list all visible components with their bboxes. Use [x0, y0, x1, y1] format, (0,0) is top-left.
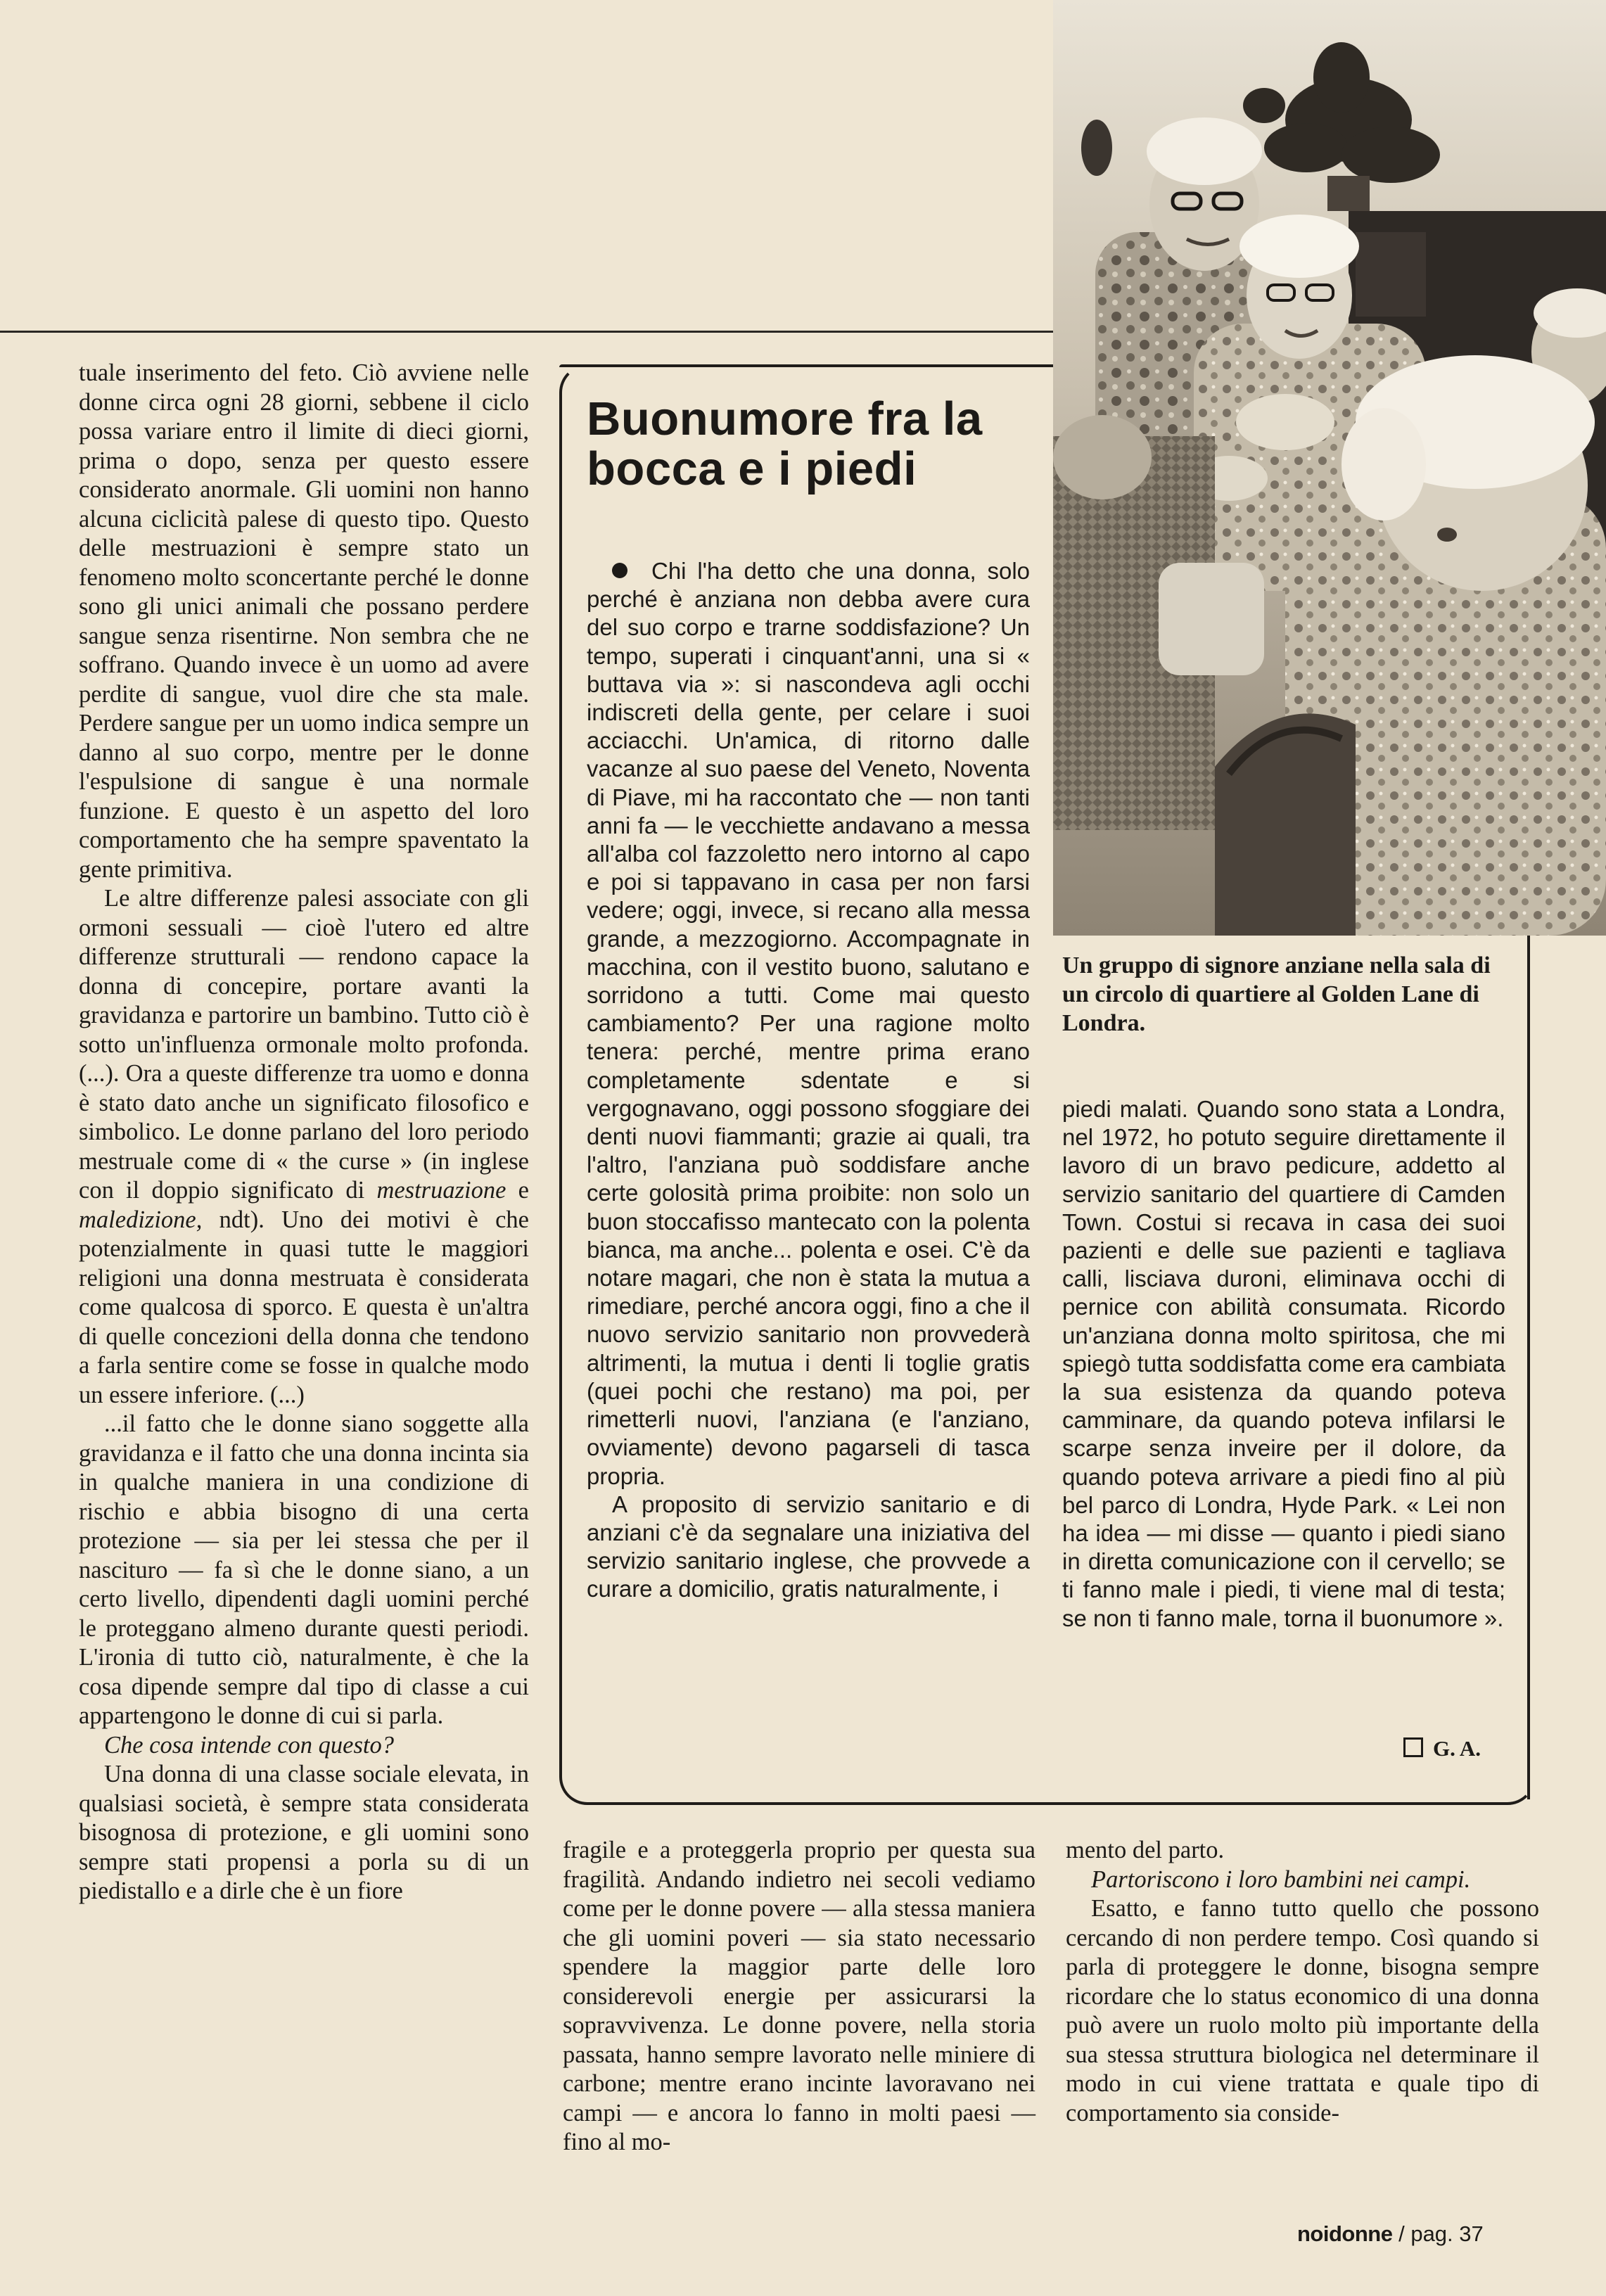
sidebar-column-2 [1062, 1095, 1505, 1633]
sidebar-paragraph-3: piedi malati. Quando sono stata a Londra, nel 1972, ho potuto seguire direttamente il lavoro di un bravo pedicure, addetto al servizio sanitario del quartiere di Camden Town. Costui si recava in casa dei suoi pazienti e delle sue pazienti e tagliava calli, lisciava duroni, eliminava occhi di pernice con abilità consumata. Ricordo un'anziana donna molto spiritosa, che mi spiegò tutta soddisfatta come era cambiata la sua esistenza da quando poteva camminare, da quando poteva infilarsi le scarpe senza inveire per il dolore, da quando poteva arrivare a piedi fino al più bel parco di Londra, Hyde Park. « Lei non ha idea — mi disse — quanto i piedi siano in diretta comunicazione con il cervello; se ti fanno male i piedi, ti viene mal di testa; se non ti fanno male, torna il buonumore ». [1062, 1096, 1505, 1631]
sidebar-column-1 [587, 557, 1030, 1604]
top-rule [0, 331, 1053, 333]
signature-text: G. A. [1433, 1736, 1481, 1761]
interview-question-2: Partoriscono i loro bambini nei campi. [1091, 1866, 1471, 1893]
photo-caption: Un gruppo di signore anziane nella sala di un circolo di quartiere al Golden Lane di Londra. [1062, 952, 1491, 1036]
sidebar-box-right-border [1527, 936, 1530, 1799]
col1-paragraph-4: Una donna di una classe sociale elevata, in qualsiasi società, è sempre stata considerata bisognosa di protezione, e gli uomini sono sempre stati propensi a porla su di un piedistallo e a dirle che è un fiore [79, 1761, 529, 1904]
bullet-icon [612, 563, 627, 578]
col1-paragraph-2 [79, 884, 529, 1410]
sidebar-paragraph-2: A proposito di servizio sanitario e di anziani c'è da segnalare una iniziativa del servizio sanitario inglese, che provvede a curare a domicilio, gratis naturalmente, i [587, 1491, 1030, 1602]
column-2 [563, 1836, 1035, 2157]
col2-paragraph-1: fragile e a proteggerla proprio per questa sua fragilità. Andando indietro nei secoli vediamo come per le donne povere — alla stessa maniera che gli uomini poveri — sia stato necessario spendere la maggior parte delle loro considerevoli energie per assicurarsi la sopravvivenza. Le donne povere, nella storia passata, hanno sempre lavorato nelle miniere di carbone; mentre erano incinte lavoravano nei campi — e ancora lo fanno in molti paesi — fino al mo- [563, 1837, 1035, 2155]
page-footer [1297, 2221, 1484, 2247]
interview-question-1: Che cosa intende con questo? [104, 1731, 394, 1759]
col1-paragraph-2-text: Le altre differenze palesi associate con gli ormoni sessuali — cioè l'utero ed altre differenze strutturali — rendono capace la donna di concepire, portare avanti la gravidanza e partorire un bambino. Tutto ciò è sotto un'influenza ormonale molto profonda. (...). Ora a queste differenze tra uomo e donna è stato dato anche un significato filosofico e simbolico. Le donne parlano del loro periodo mestruale come di « the curse » (in inglese con il doppio significato di [79, 885, 530, 1204]
page-number: pag. 37 [1410, 2221, 1484, 2246]
term-maledizione: maledizione, [79, 1206, 203, 1233]
col3-paragraph-2: Esatto, e fanno tutto quello che possono cercando di non perdere tempo. Così quando si parla di proteggere le donne, bisogna sempre ricordare che lo status economico di una donna può avere un ruolo molto più importante della sua stessa struttura biologica nel determinare il modo in cui viene trattata e quale tipo di comportamento sia conside- [1066, 1895, 1539, 2126]
col1-paragraph-2-end: ndt). Uno dei motivi è che potenzialmente in quasi tutte le maggiori religioni una donna mestruata è considerata come qualcosa di sporco. E questa è un'altra di quelle concezioni della donna che tendono a farla sentire come se fosse in qualche modo un essere inferiore. (...) [79, 1206, 529, 1408]
col1-paragraph-3: ...il fatto che le donne siano soggette alla gravidanza e il fatto che una donna incinta sia in qualche maniera in una condizione di rischio e abbia bisogno di una certa protezione — sia per lei stessa che per il nascituro — fa sì che le donne siano, a un certo livello, dipendenti dagli uomini perché le proteggano almeno durante questi periodi. L'ironia di tutto ciò, naturalmente, è che la cosa dipende sempre dal tipo di classe a cui appartengono le donne di cui si parla. [79, 1410, 529, 1729]
term-mestruazione: mestruazione [376, 1177, 506, 1204]
magazine-brand: noidonne [1297, 2221, 1393, 2246]
signature [1403, 1736, 1481, 1761]
end-square-icon [1403, 1737, 1423, 1757]
col1-paragraph-1: tuale inserimento del feto. Ciò avviene nelle donne circa ogni 28 giorni, sebbene il ciclo possa variare entro il limite di dieci giorni, prima o dopo, senza per questo essere considerato anormale. Gli uomini non hanno alcuna ciclicità palese di questo tipo. Questo delle mestruazioni è sempre stato un fenomeno molto sconcertante perché le donne sono gli unici animali che possano perdere sangue senza risentirne. Non sembra che ne soffrano. Quando invece è un uomo ad avere perdite di sangue, vuol dire che sta male. Perdere sangue per un uomo indica sempre un danno al suo corpo, mentre per le donne l'espulsione di sangue è una normale funzione. E questo è un aspetto del loro comportamento che ha sempre spaventato la gente primitiva. [79, 359, 529, 883]
col3-paragraph-1: mento del parto. [1066, 1837, 1225, 1863]
col1-paragraph-2-conj: e [506, 1177, 529, 1204]
sidebar-headline: Buonumore fra la bocca e i piedi [587, 393, 983, 495]
footer-separator: / [1392, 2221, 1411, 2246]
sidebar-paragraph-1-text: Chi l'ha detto che una donna, solo perché è anziana non debba avere cura del suo corpo e trarne soddisfazione? Un tempo, superati i cinquant'anni, una si « buttava via »: si nascondeva agli occhi indiscreti della gente, per celare i suoi acciacchi. Un'amica, di ritorno dalle vacanze al suo paese del Veneto, Noventa di Piave, mi ha raccontato che — non tanti anni fa — le vecchiette andavano a messa all'alba col fazzoletto nero intorno al capo e poi si tappavano in casa per non farsi vedere; oggi, invece, si recano alla messa grande, a mezzogiorno. Accompagnate in macchina, con il vestito buono, salutano e sorridono a tutti. Come mai questo cambiamento? Per una ragione molto tenera: perché, mentre prima erano completamente sdentate e si vergognavano, oggi possono sfoggiare dei denti nuovi fiammanti; grazie ai quali, tra l'altro, l'anziana può soddisfare anche certe golosità prima proibite: non solo un buon stoccafisso mantecato con la polenta bianca, ma anche... polenta e osei. C'è da notare magari, che non è stata la mutua a rimediare, perché ancora oggi, fino a che il nuovo servizio sanitario non provvederà altrimenti, la mutua i denti li toglie gratis (quei pochi che restano) ma poi, per rimetterli nuovi, l'anziana (e l'anziano, ovviamente) devono pagarseli di tasca propria. [587, 558, 1030, 1489]
sidebar-paragraph-1 [587, 557, 1030, 1491]
column-1 [79, 359, 529, 1906]
column-3 [1066, 1836, 1539, 2128]
